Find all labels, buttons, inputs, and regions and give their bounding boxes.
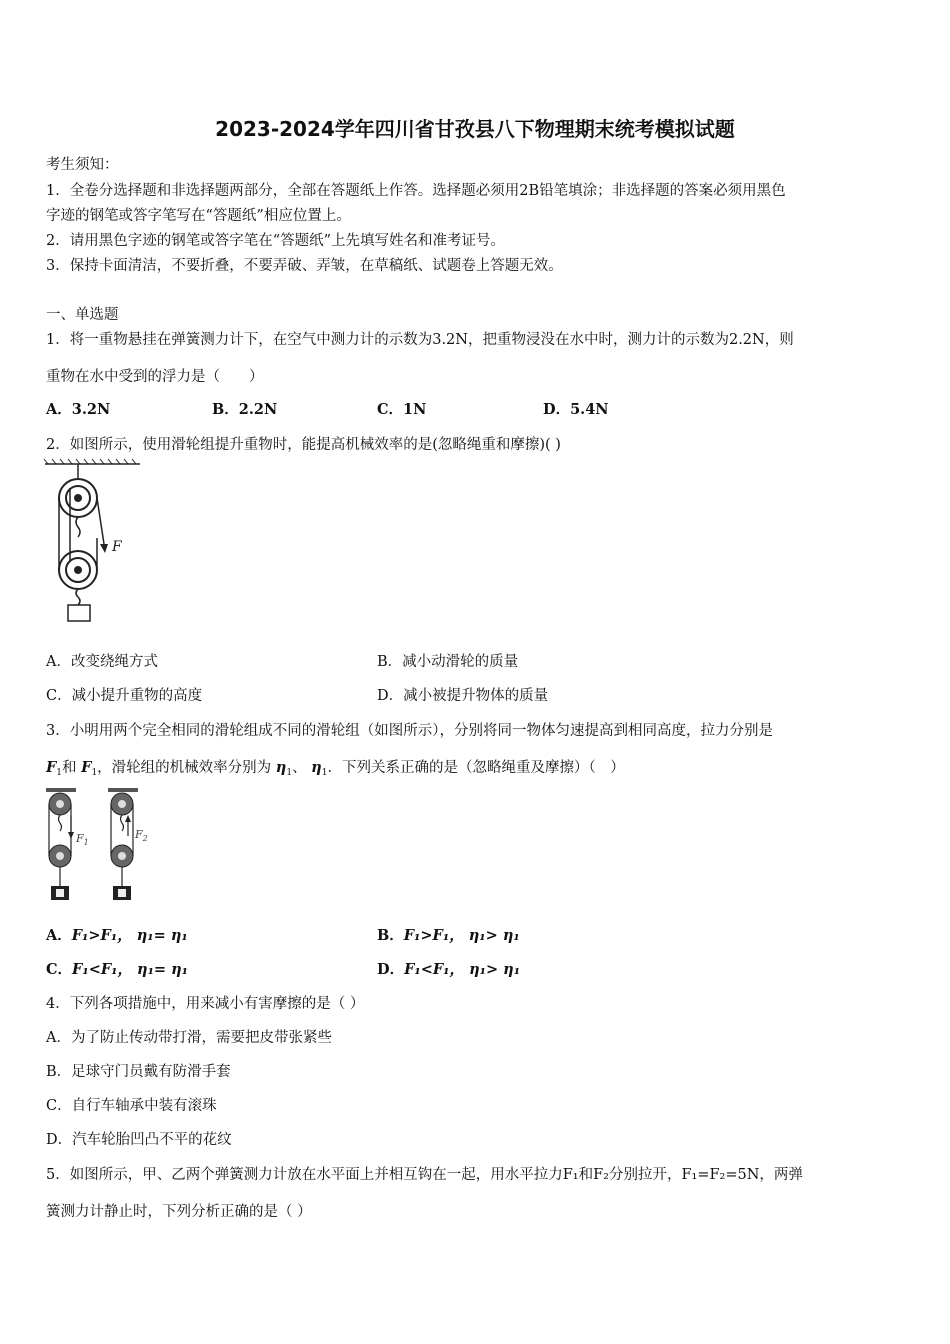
notice-heading: 考生须知： (46, 157, 119, 173)
q3-option-a: A．F₁>F₁， η₁= η₁ (46, 927, 188, 944)
q2-option-a: A．改变绕绳方式 (46, 654, 158, 670)
q1-option-a: A．3.2N (46, 401, 111, 418)
notice-line-1b: 字迹的钢笔或答字笔写在“答题纸”相应位置上。 (46, 208, 351, 224)
q3-stem-line-2: $F_1$和 $F_1$，滑轮组的机械效率分别为 $\eta_1$、 $\eta_1$．下列关系正确的是（忽略绳重及摩擦）（ ） (46, 759, 625, 778)
q4-option-a: A．为了防止传动带打滑，需要把皮带张紧些 (46, 1030, 332, 1046)
q3-stem-line-1: 3．小明用两个完全相同的滑轮组成不同的滑轮组（如图所示），分别将同一物体匀速提高到相同高度，拉力分别是 (46, 723, 773, 739)
q4-stem: 4．下列各项措施中，用来减小有害摩擦的是（ ） (46, 996, 365, 1012)
q1-stem-line-1: 1．将一重物悬挂在弹簧测力计下，在空气中测力计的示数为3.2N，把重物浸没在水中时，测力计的示数为2.2N，则 (46, 332, 794, 348)
q2-option-c: C．减小提升重物的高度 (46, 688, 203, 704)
q3-option-b: B．F₁>F₁， η₁> η₁ (377, 927, 520, 944)
q1-option-d: D．5.4N (543, 401, 609, 418)
notice-line-2: 2．请用黑色字迹的钢笔或答字笔在“答题纸”上先填写姓名和准考证号。 (46, 233, 506, 249)
q2-option-b: B．减小动滑轮的质量 (377, 654, 519, 670)
q3-pulley-figure (40, 786, 170, 906)
q3-force-label-1: F (76, 832, 84, 845)
q1-option-b: B．2.2N (212, 401, 278, 418)
page-title: 2023-2024学年四川省甘孜县八下物理期末统考模拟试题 (215, 117, 735, 141)
q2-force-label: F (112, 539, 122, 555)
svg-text:F1: $F_1$ (76, 832, 89, 847)
q2-pulley-figure (40, 458, 150, 628)
q1-stem-line-2: 重物在水中受到的浮力是（ ） (46, 369, 264, 385)
q3-force-label-2: F (135, 828, 143, 841)
q3-option-c: C．F₁<F₁， η₁= η₁ (46, 961, 189, 978)
q2-option-d: D．减小被提升物体的质量 (377, 688, 549, 704)
q4-option-b: B．足球守门员戴有防滑手套 (46, 1064, 231, 1080)
q5-stem-line-1: 5．如图所示，甲、乙两个弹簧测力计放在水平面上并相互钩在一起，用水平拉力F₁和F₂分别拉开，F₁=F₂=5N，两弹 (46, 1167, 803, 1183)
notice-line-1a: 1．全卷分选择题和非选择题两部分，全部在答题纸上作答。选择题必须用2B铅笔填涂；非选择题的答案必须用黑色 (46, 183, 786, 199)
q4-option-d: D．汽车轮胎凹凸不平的花纹 (46, 1132, 232, 1148)
notice-line-3: 3．保持卡面清洁，不要折叠，不要弄破、弄皱，在草稿纸、试题卷上答题无效。 (46, 258, 563, 274)
svg-text:F2: $F_2$ (135, 828, 148, 843)
q5-stem-line-2: 簧测力计静止时，下列分析正确的是（ ） (46, 1204, 312, 1220)
section-heading: 一、单选题 (46, 307, 119, 323)
q2-stem: 2．如图所示，使用滑轮组提升重物时，能提高机械效率的是(忽略绳重和摩擦)( ) (46, 437, 561, 453)
q3-option-d: D．F₁<F₁， η₁> η₁ (377, 961, 521, 978)
q1-option-c: C．1N (377, 401, 427, 418)
q4-option-c: C．自行车轴承中装有滚珠 (46, 1098, 217, 1114)
